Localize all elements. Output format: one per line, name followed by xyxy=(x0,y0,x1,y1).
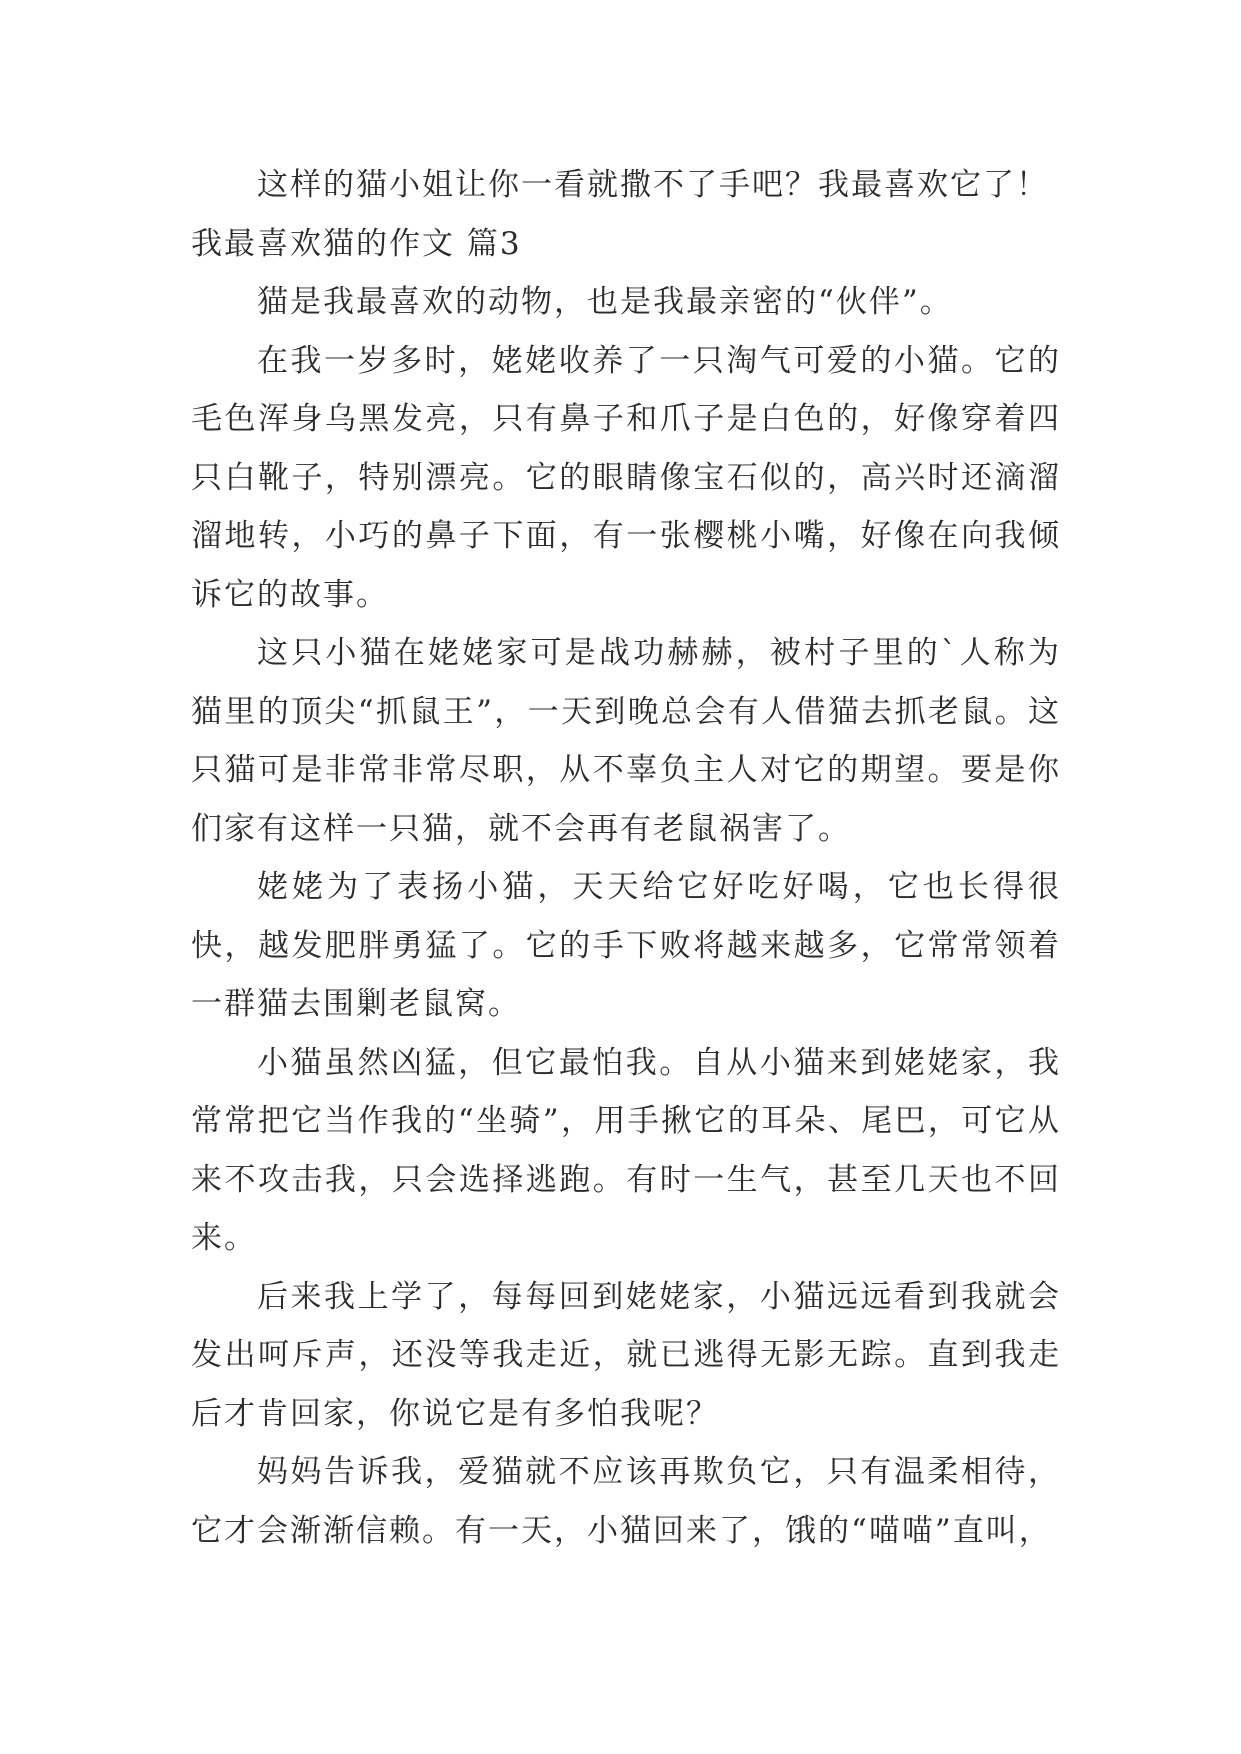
section-heading: 我最喜欢猫的作文 篇3 xyxy=(191,225,522,262)
paragraph: 这只小猫在姥姥家可是战功赫赫，被村子里的`人称为猫里的顶尖“抓鼠王”，一天到晚总会有人借猫去抓老鼠。这只猫可是非常非常尽职，从不辜负主人对它的期望。要是你们家有这样一只猫，就不会再有老鼠祸害了。 xyxy=(191,635,1061,847)
paragraph: 在我一岁多时，姥姥收养了一只淘气可爱的小猫。它的毛色浑身乌黑发亮，只有鼻子和爪子是白色的，好像穿着四只白靴子，特别漂亮。它的眼睛像宝石似的，高兴时还滴溜溜地转，小巧的鼻子下面，有一张樱桃小嘴，好像在向我倾诉它的故事。 xyxy=(191,342,1061,613)
paragraph: 小猫虽然凶猛，但它最怕我。自从小猫来到姥姥家，我常常把它当作我的“坐骑”，用手揪它的耳朵、尾巴，可它从来不攻击我，只会选择逃跑。有时一生气，甚至几天也不回来。 xyxy=(191,1044,1061,1256)
paragraph: 猫是我最喜欢的动物，也是我最亲密的“伙伴”。 xyxy=(257,284,953,320)
paragraph: 妈妈告诉我，爱猫就不应该再欺负它，只有温柔相待，它才会渐渐信赖。有一天，小猫回来了，饿的“喵喵”直叫， xyxy=(191,1454,1061,1549)
paragraph: 后来我上学了，每每回到姥姥家，小猫远远看到我就会发出呵斥声，还没等我走近，就已逃得无影无踪。直到我走后才肯回家，你说它是有多怕我呢？ xyxy=(191,1278,1061,1432)
paragraph: 姥姥为了表扬小猫，天天给它好吃好喝，它也长得很快，越发肥胖勇猛了。它的手下败将越来越多，它常常领着一群猫去围剿老鼠窝。 xyxy=(191,869,1061,1022)
paragraph: 这样的猫小姐让你一看就撒不了手吧？我最喜欢它了！ xyxy=(257,167,1049,203)
document-body xyxy=(191,156,1061,1560)
